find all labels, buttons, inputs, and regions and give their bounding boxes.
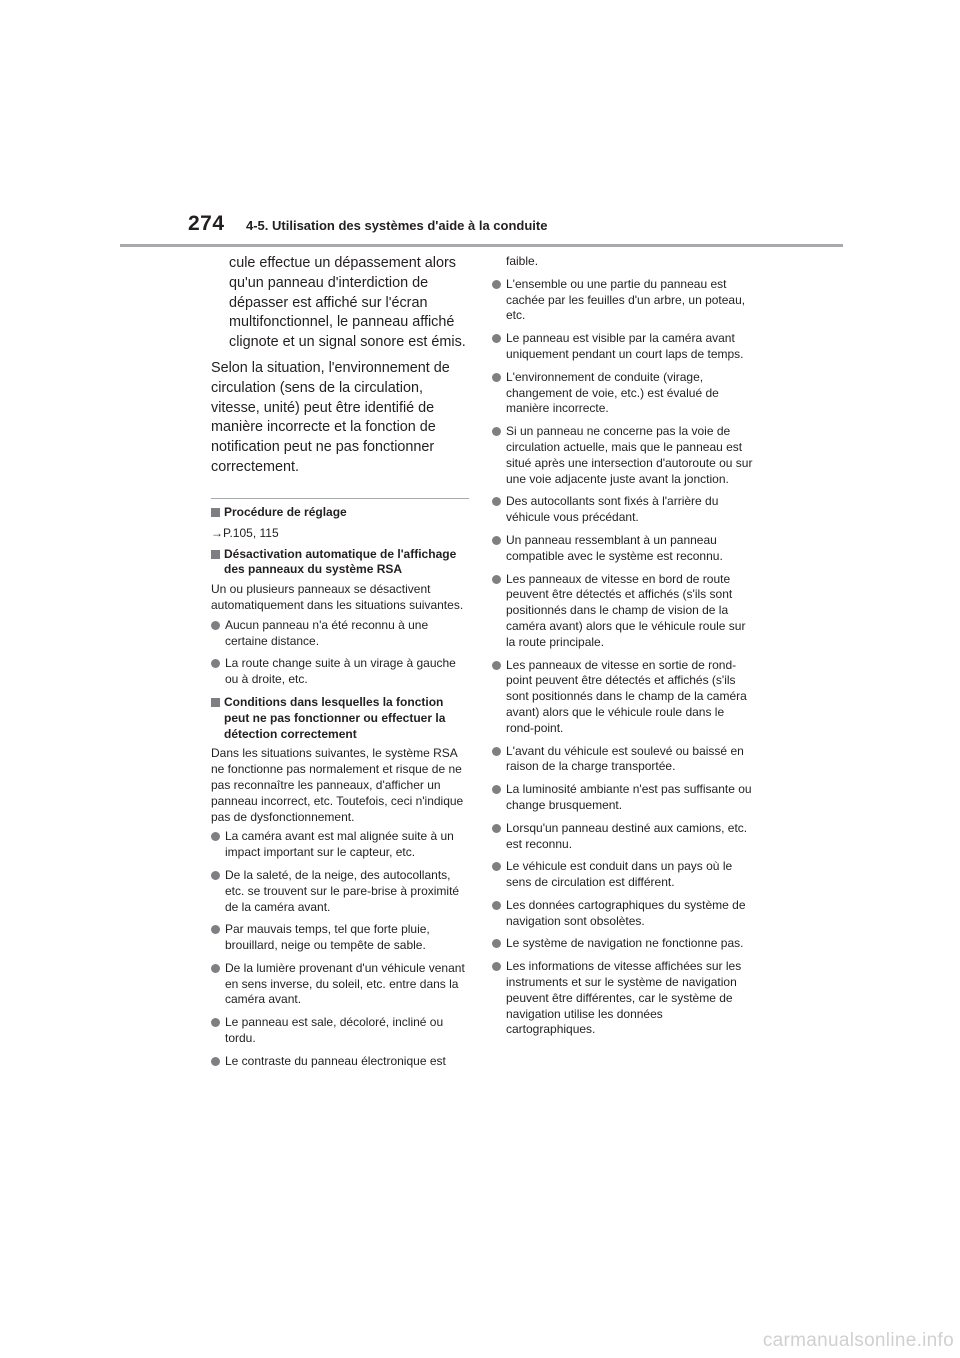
list-item: Le système de navigation ne fonctionne pas. [492, 936, 754, 952]
watermark: carmanualsonline.info [762, 1330, 954, 1351]
section-divider [211, 498, 469, 499]
section-title: 4-5. Utilisation des systèmes d'aide à la conduite [246, 218, 548, 233]
continued-paragraph: cule effectue un dépassement alors qu'un panneau d'interdiction de dépasser est affiché sur l'écran multifonctionnel, le panneau affiché clignote et un signal sonore est émis. [229, 255, 466, 351]
list-item: De la saleté, de la neige, des autocollants, etc. se trouvent sur le pare-brise à proximité de la caméra avant. [211, 868, 469, 915]
list-item: Le panneau est visible par la caméra avant uniquement pendant un court laps de temps. [492, 331, 754, 363]
list-item: Des autocollants sont fixés à l'arrière du véhicule vous précédant. [492, 494, 754, 526]
heading-auto-deactivation: Désactivation automatique de l'affichage des panneaux du système RSA [211, 547, 469, 579]
auto-deactivation-intro: Un ou plusieurs panneaux se désactivent automatiquement dans les situations suivantes. [211, 582, 464, 612]
list-item: Lorsqu'un panneau destiné aux camions, etc. est reconnu. [492, 821, 754, 853]
heading-settings-procedure: Procédure de réglage [211, 505, 469, 521]
malfunction-conditions-intro: Dans les situations suivantes, le système RSA ne fonctionne pas normalement et risque de ne pas reconnaître les panneaux, d'afficher un panneau incorrect, etc. Toutefois, ceci n'indique pas de dysfonctionnement. [211, 746, 464, 824]
right-column [492, 254, 754, 1045]
list-item: Les panneaux de vitesse en sortie de rond-point peuvent être détectés et affichés (s'ils sont positionnés dans le champ de la caméra avant) alors que le véhicule roule dans le rond-point. [492, 658, 754, 737]
list-item: La luminosité ambiante n'est pas suffisante ou change brusquement. [492, 782, 754, 814]
list-item: L'avant du véhicule est soulevé ou baissé en raison de la charge transportée. [492, 744, 754, 776]
list-item: Les panneaux de vitesse en bord de route peuvent être détectés et affichés (s'ils sont positionnés dans le champ de vision de la caméra avant) alors que le véhicule roule sur la route principale. [492, 572, 754, 651]
list-item: Par mauvais temps, tel que forte pluie, brouillard, neige ou tempête de sable. [211, 922, 469, 954]
list-item: L'environnement de conduite (virage, changement de voie, etc.) est évalué de manière incorrecte. [492, 370, 754, 417]
list-item: Si un panneau ne concerne pas la voie de circulation actuelle, mais que le panneau est situé après une intersection d'autoroute ou sur une voie adjacente juste avant la jonction. [492, 424, 754, 487]
page-number: 274 [188, 212, 225, 235]
page-reference-link[interactable]: →P.105, 115 [211, 525, 279, 540]
list-item: Le véhicule est conduit dans un pays où le sens de circulation est différent. [492, 859, 754, 891]
continued-bullet-text: faible. [506, 254, 539, 268]
list-item: Un panneau ressemblant à un panneau compatible avec le système est reconnu. [492, 533, 754, 565]
list-item: La caméra avant est mal alignée suite à un impact important sur le capteur, etc. [211, 829, 469, 861]
heading-malfunction-conditions: Conditions dans lesquelles la fonction peut ne pas fonctionner ou effectuer la détection correctement [211, 695, 469, 742]
list-item: Le panneau est sale, décoloré, incliné ou tordu. [211, 1015, 469, 1047]
list-item: L'ensemble ou une partie du panneau est cachée par les feuilles d'un arbre, un poteau, etc. [492, 277, 754, 324]
list-item: Les informations de vitesse affichées sur les instruments et sur le système de navigation peuvent être différentes, car le système de navigation utilise les données cartographiques. [492, 959, 754, 1038]
list-item: La route change suite à un virage à gauche ou à droite, etc. [211, 656, 469, 688]
list-item: Aucun panneau n'a été reconnu à une certaine distance. [211, 618, 469, 650]
list-item: Le contraste du panneau électronique est [211, 1054, 469, 1070]
header-divider [120, 244, 843, 247]
left-column [211, 254, 469, 1077]
situation-paragraph: Selon la situation, l'environnement de circulation (sens de la circulation, vitesse, unité) peut être identifié de manière incorrecte et la fonction de notification peut ne pas fonctionner correctement. [211, 359, 450, 475]
list-item: Les données cartographiques du système de navigation sont obsolètes. [492, 898, 754, 930]
list-item: De la lumière provenant d'un véhicule venant en sens inverse, du soleil, etc. entre dans la caméra avant. [211, 961, 469, 1008]
